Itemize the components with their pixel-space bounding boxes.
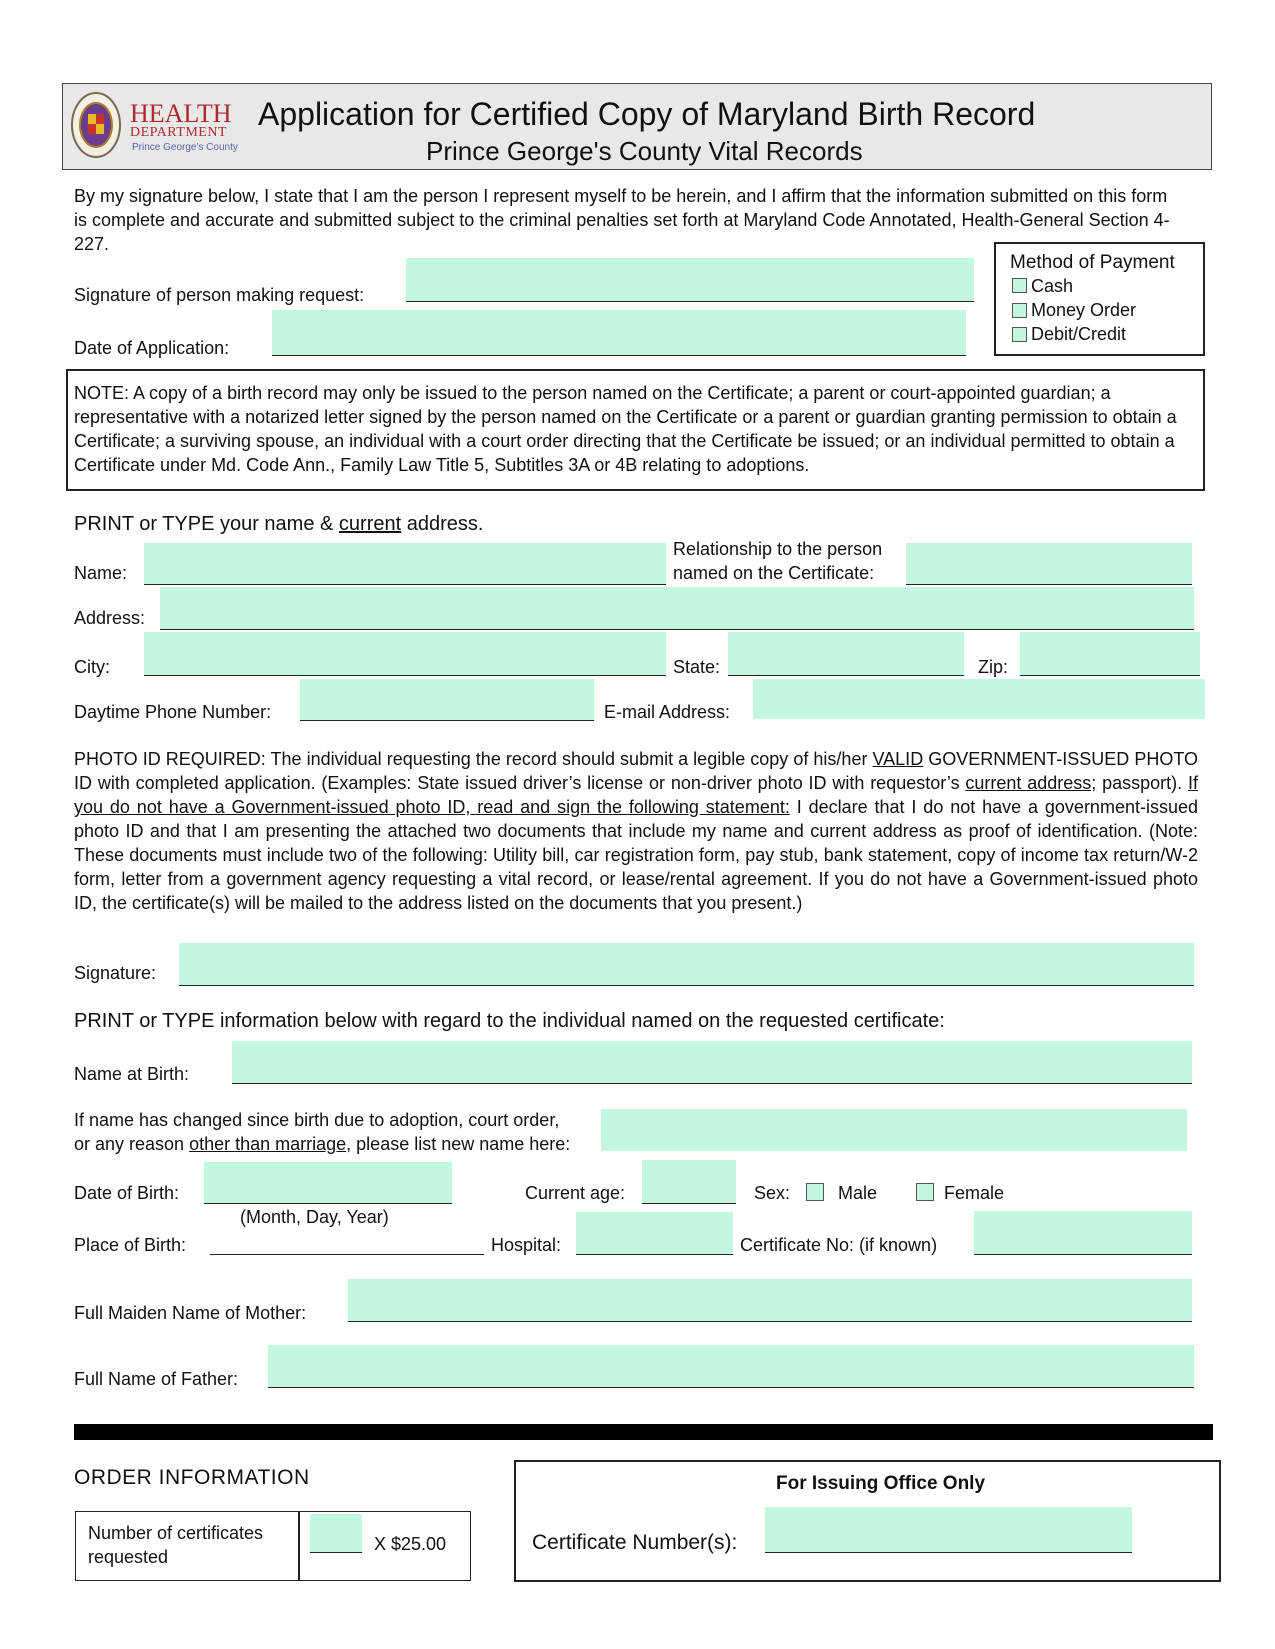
phone-label: Daytime Phone Number: [74, 702, 272, 722]
requestor-heading-suffix: address. [401, 513, 484, 535]
registrant-heading: PRINT or TYPE information below with regard to the individual named on the requested certificate: [74, 1010, 945, 1032]
mother-name-label: Full Maiden Name of Mother: [74, 1303, 307, 1323]
requestor-heading-prefix: PRINT or TYPE your name & [74, 513, 339, 535]
photo-id-valid: VALID [872, 749, 924, 769]
place-of-birth-label: Place of Birth: [74, 1235, 187, 1255]
photo-id-p2: GOVERNMENT-ISSUED PHOTO ID with completed application. (Examples: State issued driver’s license or non-driver photo ID with requestor’s [74, 749, 1198, 793]
issuing-office-title: For Issuing Office Only [776, 1473, 986, 1494]
signature-requestor-label: Signature of person making request: [74, 285, 365, 305]
payment-debit-credit-label: Debit/Credit [1031, 324, 1127, 344]
sex-female-checkbox[interactable] [916, 1183, 934, 1201]
new-name-field[interactable] [601, 1109, 1187, 1151]
photo-id-p3: passport). [1096, 773, 1188, 793]
relationship-label-1: Relationship to the person [673, 539, 883, 559]
address-field[interactable] [160, 587, 1194, 630]
page-subtitle: Prince George's County Vital Records [426, 136, 863, 166]
photo-id-p4: I declare that I do not have a government-issued photo ID and that I am presenting the attached two documents that include my name and current address as proof of identification. (Note: These documents must include two of the following: Utility bill, car registration form, pay stub, bank statement, copy of income tax return/W-2 form, letter from a government agency requesting a vital record, or lease/rental agreement. If you do not have a Government-issued photo ID, the certificate(s) will be mailed to the address listed on the documents that you present.) [74, 797, 1198, 913]
order-count-label-1: Number of certificates [88, 1523, 264, 1543]
city-label: City: [74, 657, 110, 677]
order-table-divider [298, 1511, 300, 1581]
payment-method-title: Method of Payment [1010, 252, 1175, 273]
logo-department: DEPARTMENT [130, 125, 227, 140]
name-label: Name: [74, 563, 128, 583]
current-age-label: Current age: [525, 1183, 626, 1203]
affirmation-text: By my signature below, I state that I am the person I represent myself to be herein, and I affirm that the information submitted on this form is complete and accurate and submitted subject to the criminal penalties set forth at Maryland Code Annotated, Health-General Section 4-227. [74, 186, 1170, 254]
note-text: NOTE: A copy of a birth record may only be issued to the person named on the Certificate; a parent or court-appointed guardian; a representative with a notarized letter signed by the person named on the Certificate or a parent or guardian granting permission to obtain a Certificate; a surviving spouse, an individual with a court order directing that the Certificate be issued; or an individual permitted to obtain a Certificate under Md. Code Ann., Family Law Title 5, Subtitles 3A or 4B relating to adoptions. [74, 383, 1177, 475]
name-change-prefix: or any reason [74, 1134, 190, 1154]
sex-male-checkbox[interactable] [806, 1183, 824, 1201]
order-count-label-2: requested [88, 1547, 169, 1567]
name-change-label-1: If name has changed since birth due to adoption, court order, [74, 1110, 560, 1130]
order-price: X $25.00 [374, 1534, 447, 1554]
current-age-field[interactable] [642, 1160, 736, 1204]
address-label: Address: [74, 608, 146, 628]
payment-cash-checkbox[interactable] [1012, 278, 1027, 293]
relationship-label-2: named on the Certificate: [673, 563, 875, 583]
order-heading: ORDER INFORMATION [74, 1466, 310, 1489]
name-change-suffix: , please list new name here: [346, 1134, 571, 1154]
signature-requestor-field[interactable] [406, 258, 974, 302]
photo-id-p1: PHOTO ID REQUIRED: The individual requesting the record should submit a legible copy of his/her [74, 749, 873, 769]
certificate-numbers-field[interactable] [765, 1507, 1132, 1553]
email-field[interactable] [753, 679, 1205, 719]
mother-name-field[interactable] [348, 1279, 1192, 1322]
sex-female-label: Female [944, 1183, 1005, 1203]
relationship-field[interactable] [906, 543, 1192, 585]
dob-label: Date of Birth: [74, 1183, 180, 1203]
hospital-field[interactable] [576, 1212, 733, 1255]
father-name-field[interactable] [268, 1345, 1194, 1388]
father-name-label: Full Name of Father: [74, 1369, 239, 1389]
sex-male-label: Male [838, 1183, 878, 1203]
date-of-application-field[interactable] [272, 310, 966, 356]
photo-id-signature-field[interactable] [179, 943, 1194, 986]
state-label: State: [673, 657, 721, 677]
dob-field[interactable] [204, 1162, 452, 1204]
logo-health: HEALTH [130, 99, 232, 128]
date-of-application-label: Date of Application: [74, 338, 230, 358]
dob-hint: (Month, Day, Year) [240, 1207, 389, 1227]
photo-id-text [74, 747, 1198, 915]
name-change-other-than-marriage: other than marriage [189, 1134, 347, 1154]
requestor-heading [74, 512, 483, 536]
hospital-label: Hospital: [491, 1235, 562, 1255]
email-label: E-mail Address: [604, 702, 731, 722]
photo-id-signature-label: Signature: [74, 963, 157, 983]
section-divider [74, 1424, 1213, 1440]
name-at-birth-field[interactable] [232, 1041, 1192, 1084]
name-change-label-2 [74, 1133, 570, 1155]
city-field[interactable] [144, 632, 666, 676]
certificate-no-label: Certificate No: (if known) [740, 1235, 938, 1255]
name-field[interactable] [144, 543, 666, 585]
photo-id-current-address: current address; [965, 773, 1097, 793]
sex-label: Sex: [754, 1183, 791, 1203]
page-title: Application for Certified Copy of Maryland Birth Record [258, 96, 1036, 132]
logo-county: Prince George's County [132, 142, 238, 153]
requestor-heading-current: current [338, 513, 402, 535]
name-at-birth-label: Name at Birth: [74, 1064, 190, 1084]
order-count-field[interactable] [310, 1514, 362, 1553]
payment-money-order-label: Money Order [1031, 300, 1137, 320]
certificate-numbers-label: Certificate Number(s): [532, 1531, 738, 1554]
state-field[interactable] [728, 632, 964, 676]
payment-money-order-checkbox[interactable] [1012, 303, 1027, 318]
zip-field[interactable] [1020, 632, 1200, 676]
place-of-birth-field[interactable] [210, 1230, 484, 1255]
certificate-no-field[interactable] [974, 1211, 1192, 1255]
photo-id-statement-heading: If you do not have a Government-issued photo ID, read and sign the following statement: [74, 773, 1198, 817]
payment-debit-credit-checkbox[interactable] [1012, 327, 1027, 342]
zip-label: Zip: [978, 657, 1009, 677]
payment-cash-label: Cash [1031, 276, 1074, 296]
county-seal-logo [70, 90, 122, 160]
phone-field[interactable] [300, 679, 594, 721]
